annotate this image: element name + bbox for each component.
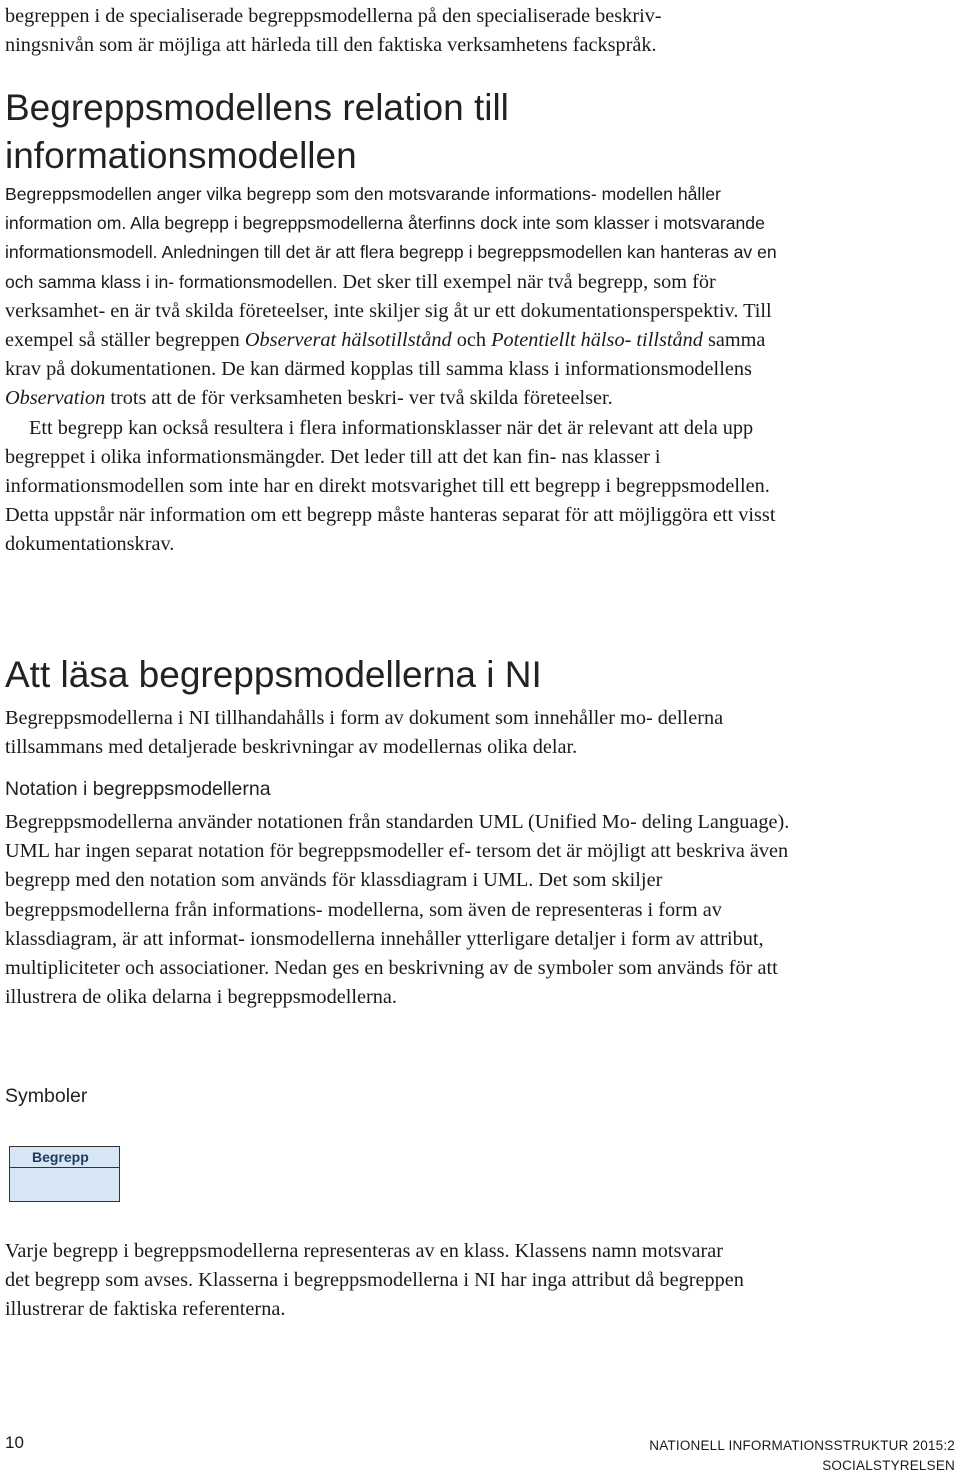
section-symbols-body xyxy=(5,1237,745,1325)
footer-publisher: SOCIALSTYRELSEN xyxy=(822,1458,955,1473)
paragraph-read-intro: Begreppsmodellerna i NI tillhandahålls i form av dokument som innehåller mo- dellerna tillsammans med detaljerade beskrivningar av modellernas olika delar. xyxy=(5,707,724,759)
uml-class-name-compartment xyxy=(10,1147,119,1168)
intro-line-2: ningsnivån som är möjliga att härleda till den faktiska verksamhetens fackspråk. xyxy=(5,34,657,57)
term-observerat: Observerat hälsotillstånd xyxy=(244,329,452,352)
section-heading-read: Att läsa begreppsmodellerna i NI xyxy=(5,654,542,695)
uml-class-symbol xyxy=(9,1146,120,1202)
heading-line-1: Begreppsmodellens relation till xyxy=(5,87,509,128)
term-observation: Observation xyxy=(5,387,106,410)
paragraph-2: Ett begrepp kan också resultera i flera informationsklasser när det är relevant att dela upp begreppet i olika informationsmängder. Det leder till att det kan fin- nas klasser i informationsmodellen som inte har en direkt motsvarighet till ett begrepp i begreppsmodellen. Detta uppstår när information om ett begrepp måste hanteras separat för att möjliggöra ett visst dokumentationskrav. xyxy=(5,416,776,556)
heading-line-2: informationsmodellen xyxy=(5,135,357,176)
intro-paragraph xyxy=(5,2,800,60)
paragraph-notation: Begreppsmodellerna använder notationen från standarden UML (Unified Mo- deling Language). UML har ingen separat notation för begreppsmodeller ef- tersom det är möjligt att beskriva även begrepp med den notation som används för klassdiagram i UML. Det som skiljer begreppsmodellerna från informations- modellerna, som även de representeras i form av klassdiagram, är att informat- ionsmodellerna innehåller ytterligare detaljer i form av attribut, multipliciteter och associationer. Nedan ges en beskrivning av de symboler som används för att illustrera de olika delarna i begreppsmodellerna. xyxy=(5,811,790,1009)
uml-class-name: Begrepp xyxy=(32,1149,89,1165)
page-number: 10 xyxy=(5,1433,24,1452)
subheading-symbols: Symboler xyxy=(5,1085,88,1107)
paragraph-1-part-b: och xyxy=(451,329,492,352)
paragraph-1-part-a: Det sker till exempel när två begrepp, som för verksamhet- en är två skilda företeelser, inte skiljer sig åt ur ett dokumentationsperspektiv. Till exempel så ställer begreppen xyxy=(5,270,772,352)
section-heading-relation xyxy=(5,84,605,180)
footer-title: NATIONELL INFORMATIONSSTRUKTUR 2015:2 xyxy=(649,1438,955,1453)
paragraph-1-part-c: samma krav på dokumentationen. De kan därmed kopplas till samma klass i informationsmodellens xyxy=(5,329,766,381)
section-read-intro xyxy=(5,704,800,762)
lead-paragraph xyxy=(5,180,800,414)
intro-line-1: begreppen i de specialiserade begreppsmodellerna på den specialiserade beskriv- xyxy=(5,5,662,27)
paragraph-symbols: Varje begrepp i begreppsmodellerna representeras av en klass. Klassens namn motsvarar det begrepp som avses. Klasserna i begreppsmodellerna i NI har inga attribut då begreppen illustrerar de faktiska referenterna. xyxy=(5,1240,744,1321)
lead-text: Begreppsmodellen anger vilka begrepp som den motsvarande informations- modellen håller information om. Alla begrepp i begreppsmodellerna återfinns dock inte som klasser i motsvarande informationsmodell. Anledningen till det är att flera begrepp i begreppsmodellen kan hanteras av en och samma klass i in- formationsmodellen. xyxy=(5,184,777,292)
section-notation-body xyxy=(5,808,800,1012)
paragraph-1-part-d: trots att de för verksamheten beskri- ver två skilda företeelser. xyxy=(105,387,613,410)
section-relation-body xyxy=(5,180,800,560)
term-potentiellt: Potentiellt hälso- tillstånd xyxy=(491,329,703,352)
subheading-notation: Notation i begreppsmodellerna xyxy=(5,778,271,800)
footer-publication xyxy=(649,1436,955,1476)
